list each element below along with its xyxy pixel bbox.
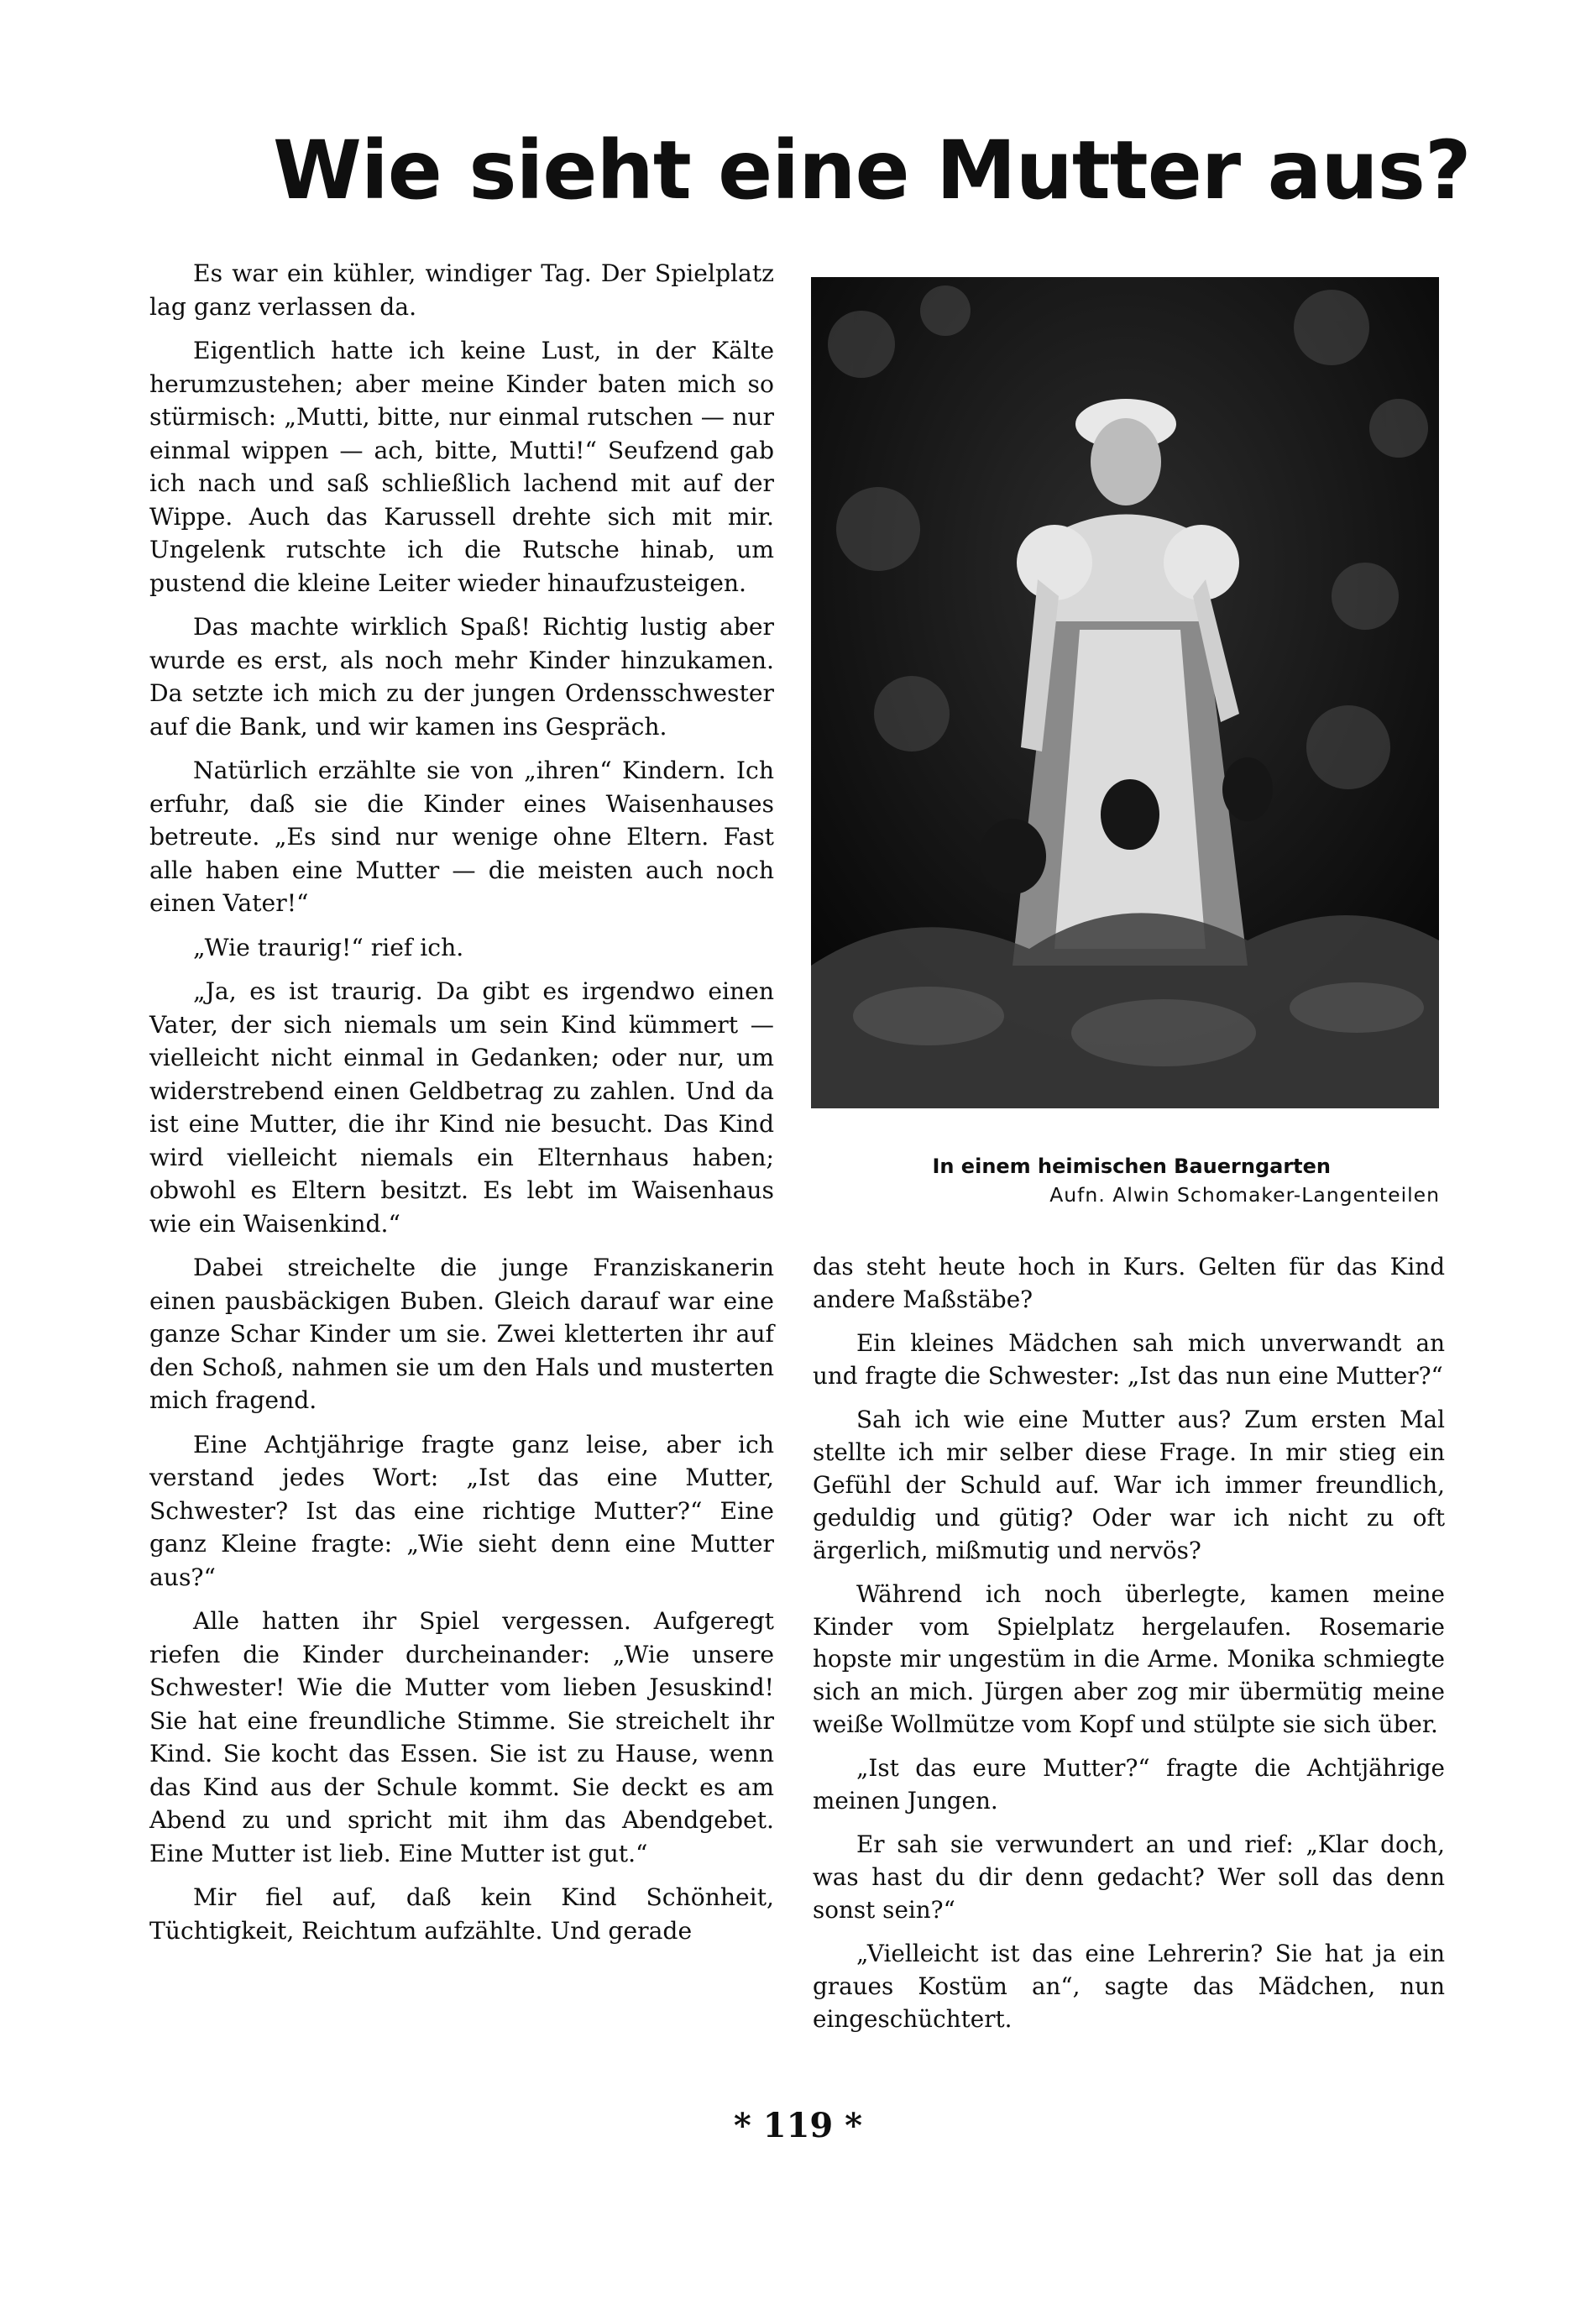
paragraph: Es war ein kühler, windiger Tag. Der Spielplatz lag ganz verlassen da. <box>149 259 774 321</box>
paragraph: „Ja, es ist traurig. Da gibt es irgendwo einen Vater, der sich niemals um sein Kind kümmert — vielleicht nicht einmal in Gedanken; oder nur, um widerstrebend einen Geldbetrag zu zahlen. Und da ist eine Mutter, die ihr Kind nie besucht. Das Kind wird vielleicht niemals ein Elternhaus haben; obwohl es Eltern besitzt. Es lebt im Waisenhaus wie ein Waisenkind.“ <box>149 977 774 1238</box>
caption-title: In einem heimischen Bauerngarten <box>932 1155 1331 1178</box>
paragraph: Während ich noch überlegte, kamen meine Kinder vom Spielplatz hergelaufen. Rosemarie hopste mir ungestüm in die Arme. Monika schmiegte sich an mich. Jürgen aber zog mir übermütig meine weiße Wollmütze vom Kopf und stülpte sie sich über. <box>813 1579 1445 1739</box>
paragraph: Mir fiel auf, daß kein Kind Schönheit, Tüchtigkeit, Reichtum aufzählte. Und gerade <box>149 1883 774 1945</box>
paragraph: Das machte wirklich Spaß! Richtig lustig aber wurde es erst, als noch mehr Kinder hinzukamen. Da setzte ich mich zu der jungen Ordensschwester auf die Bank, und wir kamen ins Gespräch. <box>149 613 774 741</box>
paragraph: Alle hatten ihr Spiel vergessen. Aufgeregt riefen die Kinder durcheinander: „Wie unsere Schwester! Wie die Mutter vom lieben Jesuskind! Sie hat eine freundliche Stimme. Sie streichelt ihr Kind. Sie kocht das Essen. Sie ist zu Hause, wenn das Kind aus der Schule kommt. Sie deckt es am Abend zu und spricht mit ihm das Abendgebet. Eine Mutter ist lieb. Eine Mutter ist gut.“ <box>149 1607 774 1867</box>
paragraph: Er sah sie verwundert an und rief: „Klar doch, was hast du dir denn gedacht? Wer soll das denn sonst sein?“ <box>813 1830 1445 1925</box>
garden-photo <box>811 277 1439 1108</box>
right-column <box>813 1251 1445 2047</box>
photo-caption <box>861 1152 1440 1209</box>
paragraph: Dabei streichelte die junge Franziskanerin einen pausbäckigen Buben. Gleich darauf war eine ganze Schar Kinder um sie. Zwei kletterten ihr auf den Schoß, nahmen sie um den Hals und musterten mich fragend. <box>149 1254 774 1414</box>
garden-photo-illustration <box>811 277 1439 1108</box>
paragraph: Ein kleines Mädchen sah mich unverwandt an und fragte die Schwester: „Ist das nun eine Mutter?“ <box>813 1328 1445 1390</box>
page-number: * 119 * <box>733 2106 863 2145</box>
paragraph: Natürlich erzählte sie von „ihren“ Kindern. Ich erfuhr, daß sie die Kinder eines Waisenhauses betreute. „Es sind nur wenige ohne Eltern. Fast alle haben eine Mutter — die meisten auch noch einen Vater!“ <box>149 757 774 917</box>
paragraph: „Ist das eure Mutter?“ fragte die Achtjährige meinen Jungen. <box>813 1754 1445 1815</box>
left-column <box>149 257 774 1958</box>
paragraph: Sah ich wie eine Mutter aus? Zum ersten Mal stellte ich mir selber diese Frage. In mir stieg ein Gefühl der Schuld auf. War ich immer freundlich, geduldig und gütig? Oder war ich nicht zu oft ärgerlich, mißmutig und nervös? <box>813 1405 1445 1564</box>
paragraph: Eigentlich hatte ich keine Lust, in der Kälte herumzustehen; aber meine Kinder baten mich so stürmisch: „Mutti, bitte, nur einmal rutschen — nur einmal wippen — ach, bitte, Mutti!“ Seufzend gab ich nach und saß schließlich lachend mit auf der Wippe. Auch das Karussell drehte sich mit mir. Ungelenk rutschte ich die Rutsche hinab, um pustend die kleine Leiter wieder hinaufzusteigen. <box>149 337 774 597</box>
paragraph: Eine Achtjährige fragte ganz leise, aber ich verstand jedes Wort: „Ist das eine Mutter, Schwester? Ist das eine richtige Mutter?“ Eine ganz Kleine fragte: „Wie sieht denn eine Mutter aus?“ <box>149 1430 774 1591</box>
paragraph: „Vielleicht ist das eine Lehrerin? Sie hat ja ein graues Kostüm an“, sagte das Mädchen, nun eingeschüchtert. <box>813 1940 1445 2034</box>
paragraph: „Wie traurig!“ rief ich. <box>193 933 464 961</box>
caption-credit: Aufn. Alwin Schomaker-Langenteilen <box>1049 1183 1440 1207</box>
paragraph: das steht heute hoch in Kurs. Gelten für das Kind andere Maßstäbe? <box>813 1253 1445 1313</box>
page-title: Wie sieht eine Mutter aus? <box>273 123 1471 217</box>
